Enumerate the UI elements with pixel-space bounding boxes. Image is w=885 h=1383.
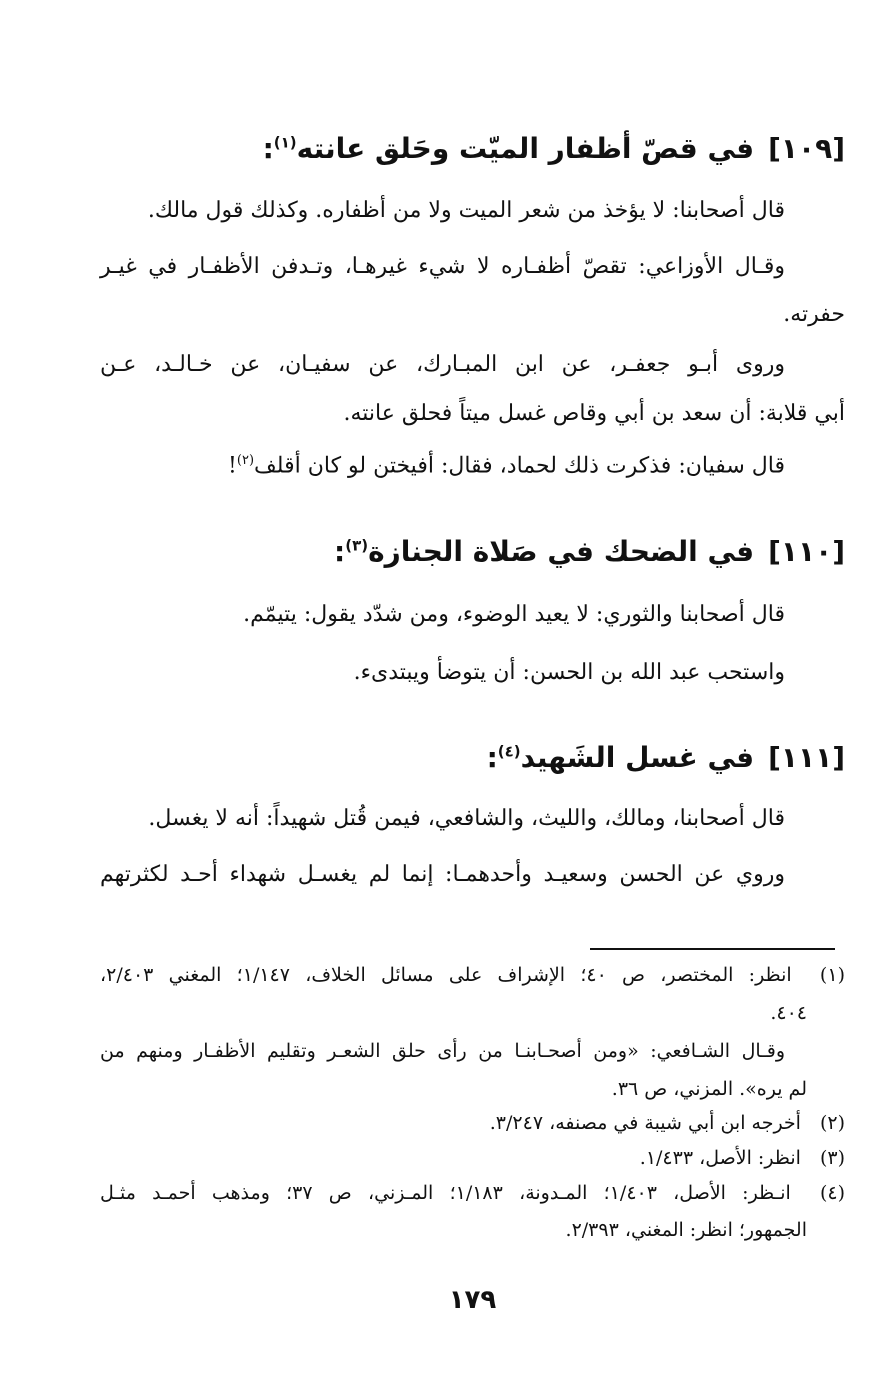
- footnote-ref: (١): [273, 133, 297, 152]
- footnote-4: [100, 1184, 845, 1203]
- section-number: [١٠٩]: [768, 132, 845, 165]
- footnote-line: ٤٠٤.: [770, 1002, 807, 1024]
- heading-colon: :: [262, 132, 274, 165]
- paragraph-line: حفرته.: [783, 302, 845, 327]
- section-title: في غسل الشَهيد: [520, 741, 755, 774]
- footnote-ref: (٣): [345, 536, 369, 555]
- page-number: ١٧٩: [448, 1285, 497, 1315]
- paragraph-text: !: [228, 453, 237, 479]
- footnote-text: أخرجه ابن أبي شيبة في مصنفه، ٣/٢٤٧.: [489, 1112, 801, 1134]
- section-heading-109: [262, 132, 845, 165]
- heading-colon: :: [486, 741, 498, 774]
- paragraph-line: وقـال الأوزاعي: تقصّ أظفـاره لا شيء غيرهـا، وتـدفن الأظفـار في غيـر: [100, 254, 785, 279]
- paragraph-text: قال سفيان: فذكرت ذلك لحماد، فقال: أفيختن لو كان أقلف: [254, 453, 785, 479]
- paragraph-line: وروى أبـو جعفـر، عن ابن المبـارك، عن سفيـان، عن خـالـد، عـن: [100, 352, 785, 377]
- paragraph-line: قال أصحابنا، ومالك، والليث، والشافعي، فيمن قُتل شهيداً: أنه لا يغسل.: [148, 806, 785, 831]
- section-number: [١١١]: [768, 741, 845, 774]
- paragraph-line: واستحب عبد الله بن الحسن: أن يتوضأ ويبتدىء.: [353, 660, 785, 685]
- footnote-3: [100, 1149, 845, 1168]
- footnote-text: انظر: الأصل، ١/٤٣٣.: [639, 1147, 801, 1169]
- footnote-line: وقـال الشـافعي: «ومن أصحـابنـا من رأى حلق الشعـر وتقليم الأظفـار ومنهم من: [100, 1040, 785, 1062]
- footnote-number: (٤): [819, 1182, 846, 1204]
- footnote-2: [100, 1114, 845, 1133]
- footnote-line: لم يره». المزني، ص ٣٦.: [611, 1078, 807, 1100]
- paragraph-line: وروي عن الحسن وسعيـد وأحدهمـا: إنما لم يغسـل شهداء أحـد لكثرتهم: [100, 862, 785, 887]
- paragraph-line: قال أصحابنا والثوري: لا يعيد الوضوء، ومن شدّد يقول: يتيمّم.: [243, 602, 785, 627]
- book-page: [100, 0, 845, 1383]
- footnote-number: (٢): [819, 1112, 845, 1134]
- section-title: في قصّ أظفار الميّت وحَلق عانته: [296, 132, 755, 165]
- paragraph-line: قال أصحابنا: لا يؤخذ من شعر الميت ولا من أظفاره. وكذلك قول مالك.: [147, 198, 785, 223]
- paragraph-line-with-note: [100, 454, 785, 477]
- footnote-number: (١): [819, 964, 845, 986]
- heading-colon: :: [334, 535, 346, 568]
- footnote-separator: [590, 948, 835, 950]
- footnote-text: انظر: المختصر، ص ٤٠؛ الإشراف على مسائل الخلاف، ١/١٤٧؛ المغني ٢/٤٠٣،: [100, 964, 792, 986]
- footnote-line: الجمهور؛ انظر: المغني، ٢/٣٩٣.: [565, 1219, 807, 1241]
- section-number: [١١٠]: [768, 535, 845, 568]
- section-title: في الضحك في صَلاة الجنازة: [368, 535, 755, 568]
- footnote-ref: (٢): [236, 453, 255, 468]
- footnote-number: (٣): [819, 1147, 845, 1169]
- footnote-1: [100, 966, 845, 985]
- paragraph-line: أبي قلابة: أن سعد بن أبي وقاص غسل ميتاً فحلق عانته.: [343, 401, 845, 426]
- footnote-ref: (٤): [497, 742, 521, 761]
- footnote-text: انـظر: الأصل، ١/٤٠٣؛ المـدونة، ١/١٨٣؛ المـزني، ص ٣٧؛ ومذهب أحمـد مثـل: [100, 1182, 791, 1204]
- section-heading-111: [486, 741, 845, 774]
- section-heading-110: [334, 535, 845, 568]
